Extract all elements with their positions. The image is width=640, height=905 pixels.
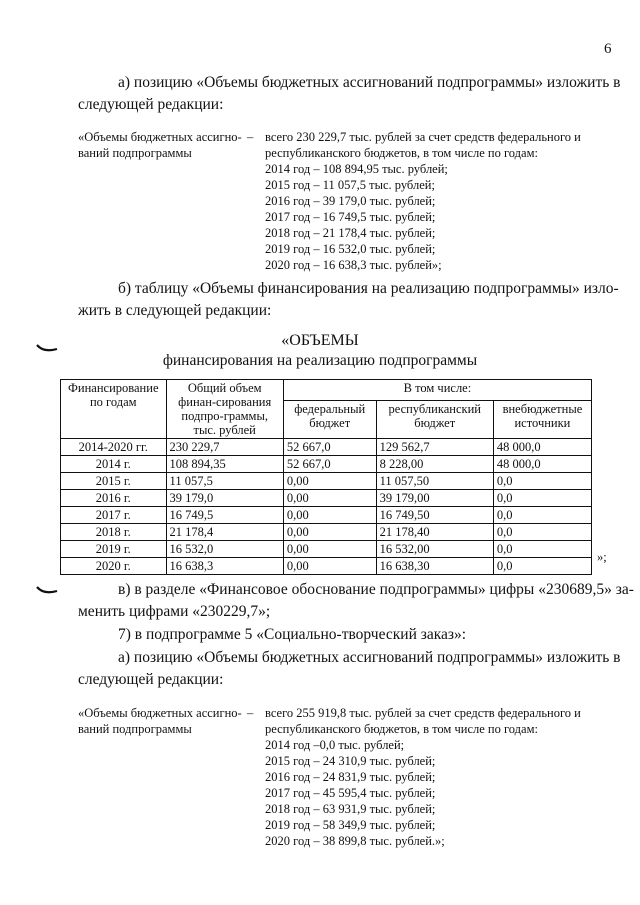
block2-line: 2015 год – 24 310,9 тыс. рублей; xyxy=(265,754,436,768)
table-row xyxy=(61,507,592,524)
header-financing-years: Финансирование по годам xyxy=(61,380,167,439)
cell-year: 2018 г. xyxy=(61,524,167,541)
cell-extrabudgetary: 0,0 xyxy=(493,507,591,524)
cell-federal: 0,00 xyxy=(283,490,376,507)
block1-line: 2016 год – 39 179,0 тыс. рублей; xyxy=(265,194,436,208)
header-extrabudgetary: внебюджетные источники xyxy=(493,400,591,438)
block1-line: 2014 год – 108 894,95 тыс. рублей; xyxy=(265,162,448,176)
cell-total: 16 638,3 xyxy=(166,558,283,575)
item-b-line1: б) таблицу «Объемы финансирования на реализацию подпрограммы» изло- xyxy=(118,280,619,297)
header-including: В том числе: xyxy=(283,380,591,401)
block2-line: всего 255 919,8 тыс. рублей за счет средств федерального и xyxy=(265,706,581,720)
margin-check-mark xyxy=(36,585,58,595)
table-row xyxy=(61,541,592,558)
block2-line: 2019 год – 58 349,9 тыс. рублей; xyxy=(265,818,436,832)
table-row xyxy=(61,439,592,456)
block1-right xyxy=(265,129,615,273)
header-republican: республиканский бюджет xyxy=(376,400,493,438)
item-v-line1: в) в разделе «Финансовое обоснование подпрограммы» цифры «230689,5» за- xyxy=(118,581,634,598)
cell-year: 2016 г. xyxy=(61,490,167,507)
cell-republican: 11 057,50 xyxy=(376,473,493,490)
block1-dash: – xyxy=(247,130,254,144)
page-number: 6 xyxy=(604,41,612,57)
table-row xyxy=(61,490,592,507)
block1-left-line1: «Объемы бюджетных ассигно- xyxy=(78,130,242,144)
cell-federal: 0,00 xyxy=(283,558,376,575)
block2-right xyxy=(265,705,615,849)
table-row xyxy=(61,524,592,541)
cell-federal: 52 667,0 xyxy=(283,439,376,456)
cell-extrabudgetary: 48 000,0 xyxy=(493,439,591,456)
block1-line: 2015 год – 11 057,5 тыс. рублей; xyxy=(265,178,435,192)
block2-line: 2018 год – 63 931,9 тыс. рублей; xyxy=(265,802,436,816)
item-a2-line2: следующей редакции: xyxy=(78,671,224,688)
cell-total: 108 894,35 xyxy=(166,456,283,473)
block1-left-line2: ваний подпрограммы xyxy=(78,146,192,160)
cell-republican: 39 179,00 xyxy=(376,490,493,507)
cell-republican: 16 532,00 xyxy=(376,541,493,558)
cell-total: 16 532,0 xyxy=(166,541,283,558)
financing-table xyxy=(60,379,592,575)
block2-left-line2: ваний подпрограммы xyxy=(78,722,192,736)
cell-total: 16 749,5 xyxy=(166,507,283,524)
cell-extrabudgetary: 0,0 xyxy=(493,541,591,558)
item-7: 7) в подпрограмме 5 «Социально-творческий заказ»: xyxy=(118,626,467,643)
item-b-line2: жить в следующей редакции: xyxy=(78,302,272,319)
cell-total: 39 179,0 xyxy=(166,490,283,507)
item-a1-line1: а) позицию «Объемы бюджетных ассигнований подпрограммы» изложить в xyxy=(118,74,621,91)
table-row xyxy=(61,558,592,575)
cell-federal: 0,00 xyxy=(283,541,376,558)
cell-republican: 16 638,30 xyxy=(376,558,493,575)
cell-extrabudgetary: 0,0 xyxy=(493,524,591,541)
header-total-volume: Общий объем финан-сирования подпро-граммы, тыс. рублей xyxy=(166,380,283,439)
block2-line: республиканского бюджетов, в том числе по годам: xyxy=(265,722,538,736)
table-closing-quote: »; xyxy=(597,550,607,564)
cell-year: 2014-2020 гг. xyxy=(61,439,167,456)
block1-line: 2019 год – 16 532,0 тыс. рублей; xyxy=(265,242,436,256)
cell-extrabudgetary: 0,0 xyxy=(493,558,591,575)
block1-line: 2018 год – 21 178,4 тыс. рублей; xyxy=(265,226,436,240)
block2-line: 2020 год – 38 899,8 тыс. рублей.»; xyxy=(265,834,445,848)
block1-line: всего 230 229,7 тыс. рублей за счет средств федерального и xyxy=(265,130,581,144)
cell-year: 2017 г. xyxy=(61,507,167,524)
cell-total: 11 057,5 xyxy=(166,473,283,490)
cell-republican: 8 228,00 xyxy=(376,456,493,473)
cell-federal: 0,00 xyxy=(283,473,376,490)
cell-federal: 0,00 xyxy=(283,524,376,541)
cell-total: 21 178,4 xyxy=(166,524,283,541)
table-title-line2: финансирования на реализацию подпрограммы xyxy=(162,352,478,369)
block1-line: республиканского бюджетов, в том числе по годам: xyxy=(265,146,538,160)
block1-line: 2020 год – 16 638,3 тыс. рублей»; xyxy=(265,258,442,272)
cell-total: 230 229,7 xyxy=(166,439,283,456)
block2-line: 2014 год –0,0 тыс. рублей; xyxy=(265,738,405,752)
block1-line: 2017 год – 16 749,5 тыс. рублей; xyxy=(265,210,436,224)
item-v-line2: менить цифрами «230229,7»; xyxy=(78,603,271,620)
cell-year: 2014 г. xyxy=(61,456,167,473)
block2-left-line1: «Объемы бюджетных ассигно- xyxy=(78,706,242,720)
table-row xyxy=(61,473,592,490)
cell-republican: 16 749,50 xyxy=(376,507,493,524)
cell-year: 2019 г. xyxy=(61,541,167,558)
cell-extrabudgetary: 0,0 xyxy=(493,473,591,490)
cell-republican: 129 562,7 xyxy=(376,439,493,456)
table-title-line1: «ОБЪЕМЫ xyxy=(281,332,359,349)
item-a2-line1: а) позицию «Объемы бюджетных ассигнований подпрограммы» изложить в xyxy=(118,649,621,666)
cell-federal: 52 667,0 xyxy=(283,456,376,473)
block2-line: 2017 год – 45 595,4 тыс. рублей; xyxy=(265,786,436,800)
cell-extrabudgetary: 48 000,0 xyxy=(493,456,591,473)
cell-extrabudgetary: 0,0 xyxy=(493,490,591,507)
table-row xyxy=(61,456,592,473)
cell-federal: 0,00 xyxy=(283,507,376,524)
cell-year: 2020 г. xyxy=(61,558,167,575)
item-a1-line2: следующей редакции: xyxy=(78,96,224,113)
block2-line: 2016 год – 24 831,9 тыс. рублей; xyxy=(265,770,436,784)
header-federal: федеральный бюджет xyxy=(283,400,376,438)
cell-republican: 21 178,40 xyxy=(376,524,493,541)
block2-dash: – xyxy=(247,706,254,720)
cell-year: 2015 г. xyxy=(61,473,167,490)
